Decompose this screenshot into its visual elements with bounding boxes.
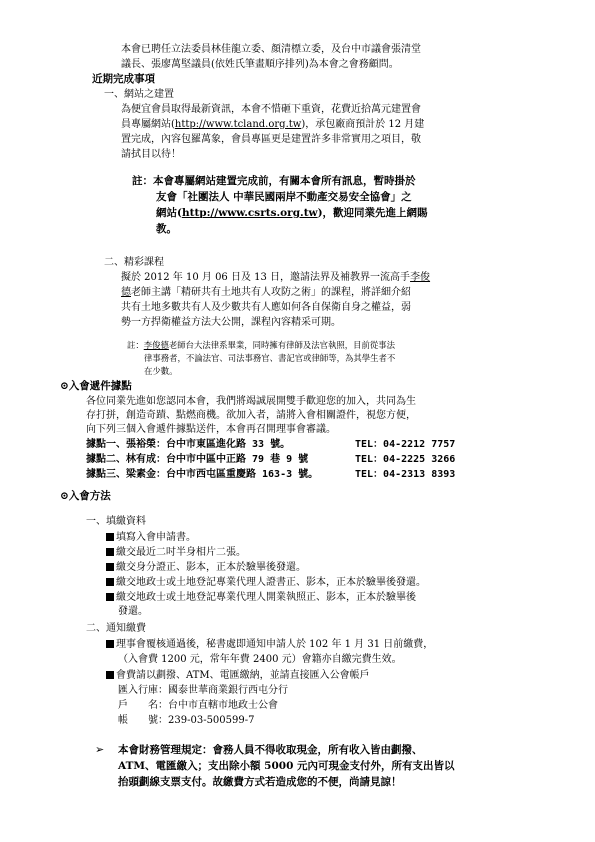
account-name: 戶 名：台中市直轄市地政士公會: [118, 700, 278, 711]
join-item-4-text: 繳交地政士或土地登記專業代理人證書正、影本，正本於驗畢後發還。: [116, 577, 426, 588]
intro-line-2: 議長、張廖萬堅議員(依姓氏筆畫順序排列)為本會之會務顧問。: [121, 59, 399, 70]
points-heading: ⊙入會遞件據點: [60, 380, 132, 392]
join-s2-a2: （入會費 1200 元，常年年費 2400 元）會籍亦自繳完費生效。: [118, 654, 402, 665]
s1-line-2b: )，承包廠商預計於 12 月建: [301, 119, 425, 130]
point-2-tel: TEL：04-2225 3266: [355, 454, 456, 465]
s2-line-3: 共有土地多數共有人及少數共有人應如何各自保衛自身之權益，弱: [121, 302, 411, 313]
points-line-3: 向下列三個入會遞件據點送件，本會再召開理事會審議。: [86, 424, 336, 435]
s2-line-2b: 老師主講「精研共有土地共有人攻防之術」的課程，將詳細介紹: [131, 287, 411, 298]
point-3-tel: TEL：04-2313 8393: [355, 469, 456, 480]
s1-line-1: 為便宜會員取得最新資訊，本會不惜砸下重資，花費近拾萬元建置會: [121, 104, 421, 115]
s1-line-4: 請拭目以待！: [121, 149, 181, 160]
bank-name: 匯入行庫：國泰世華商業銀行西屯分行: [118, 685, 288, 696]
join-s2-a1-text: 理事會覆核通過後，秘書處即通知申請人於 102 年 1 月 31 日前繳費，: [116, 639, 434, 650]
s1-line-3: 置完成，內容包羅萬象，會員專區更是建置許多非常實用之項目，敬: [121, 134, 421, 145]
s1-line-2a: 員專屬網站(: [121, 119, 175, 130]
s2-note-1a: 註：: [127, 340, 144, 350]
s2-note-2: 律事務者，不論法官、司法事務官、書記官或律師等，為其學生者不: [144, 353, 396, 363]
point-1-tel: TEL：04-2212 7757: [355, 439, 456, 450]
section1-title: 一、網站之建置: [104, 89, 174, 100]
join-heading: ⊙入會方法: [60, 490, 111, 502]
s2-note-3: 在少數。: [144, 366, 178, 376]
join-item-5-cont: 發還。: [118, 606, 148, 617]
s2-line-1a: 擬於 2012 年 10 月 06 日及 13 日，邀請法界及補教界一流高手: [121, 272, 411, 283]
bullet-square-icon: [106, 563, 114, 571]
join-item-3-text: 繳交身分證正、影本，正本於驗畢後發還。: [116, 562, 306, 573]
s1-note-2: 友會「社團法人 中華民國兩岸不動產交易安全協會」之: [156, 191, 412, 203]
join-s2-b1: [106, 669, 370, 682]
bullet-square-icon: [106, 593, 114, 601]
finance-line-3: 抬頭劃線支票支付。故繳費方式若造成您的不便，尚請見諒！: [118, 776, 402, 788]
join-item-1-text: 填寫入會申請書。: [116, 532, 196, 543]
account-number: 帳 號：239-03-500599-7: [118, 715, 255, 726]
join-item-4: [106, 576, 426, 589]
s1-line-2: [121, 118, 424, 131]
tcland-link[interactable]: http://www.tcland.org.tw: [174, 119, 302, 130]
s1-note-3: [156, 206, 428, 220]
arrow-bullet-icon: ➢: [95, 743, 105, 756]
join-item-2: [106, 546, 246, 559]
csrts-link[interactable]: http://www.csrts.org.tw: [181, 207, 318, 219]
join-s1-title: 一、填繳資料: [86, 516, 146, 527]
s2-note-1: [127, 340, 395, 351]
s2-line-2: [121, 286, 411, 299]
s1-note-4: 教。: [156, 223, 177, 235]
join-s2-b1-text: 會費請以劃撥、ATM、電匯繳納，並請直接匯入公會帳戶: [116, 670, 370, 681]
bullet-square-icon: [106, 548, 114, 556]
s2-line-4: 勢一方捍衛權益方法大公開，課程內容精采可期。: [121, 317, 341, 328]
bullet-square-icon: [106, 533, 114, 541]
join-s2-a1: [106, 638, 433, 651]
teacher-name-2: 德: [121, 287, 131, 298]
s1-note-3a: 網站(: [156, 207, 182, 219]
intro-line-1: 本會已聘任立法委員林佳龍立委、顏清標立委，及台中市議會張清堂: [121, 44, 421, 55]
s1-note-3b: )，歡迎同業先進上網賜: [317, 207, 428, 219]
join-s2-title: 二、通知繳費: [86, 623, 146, 634]
point-1-label: 據點一、張裕榮：台中市東區進化路 33 號。: [86, 439, 291, 450]
bullet-square-icon: [106, 671, 114, 679]
join-item-3: [106, 561, 306, 574]
s2-line-1: [121, 271, 430, 284]
join-item-1: [106, 531, 196, 544]
join-item-5: [106, 591, 416, 604]
s1-note-1: 註：本會專屬網站建置完成前，有關本會所有訊息，暫時掛於: [132, 175, 416, 187]
point-2-label: 據點二、林有成：台中市中區中正路 79 巷 9 號: [86, 454, 309, 465]
join-item-5-text: 繳交地政士或土地登記專業代理人開業執照正、影本，正本於驗畢後: [116, 592, 416, 603]
teacher-name-1: 李俊: [410, 272, 431, 283]
point-3-label: 據點三、梁素金：台中市西屯區重慶路 163-3 號。: [86, 469, 319, 480]
s2-note-1b: 老師台大法律系畢業，同時擁有律師及法官執照，目前從事法: [168, 340, 395, 350]
section2-title: 二、精彩課程: [104, 257, 164, 268]
bullet-square-icon: [106, 578, 114, 586]
points-line-2: 存打拼，創造奇蹟、點燃商機。欲加入者，請將入會相關證件，視您方便，: [86, 410, 416, 421]
recent-heading: 近期完成事項: [92, 73, 155, 85]
finance-line-1: 本會財務管理規定：會務人員不得收取現金，所有收入皆由劃撥、: [118, 744, 423, 756]
points-line-1: 各位同業先進如您認同本會，我們將竭誠展開雙手歡迎您的加入，共同為生: [86, 396, 416, 407]
s2-note-teacher: 李俊德: [143, 340, 169, 350]
bullet-square-icon: [106, 640, 114, 648]
finance-line-2: ATM、電匯繳入；支出除小額 5000 元內可現金支付外，所有支出皆以: [118, 760, 455, 772]
join-item-2-text: 繳交最近二吋半身相片二張。: [116, 547, 246, 558]
